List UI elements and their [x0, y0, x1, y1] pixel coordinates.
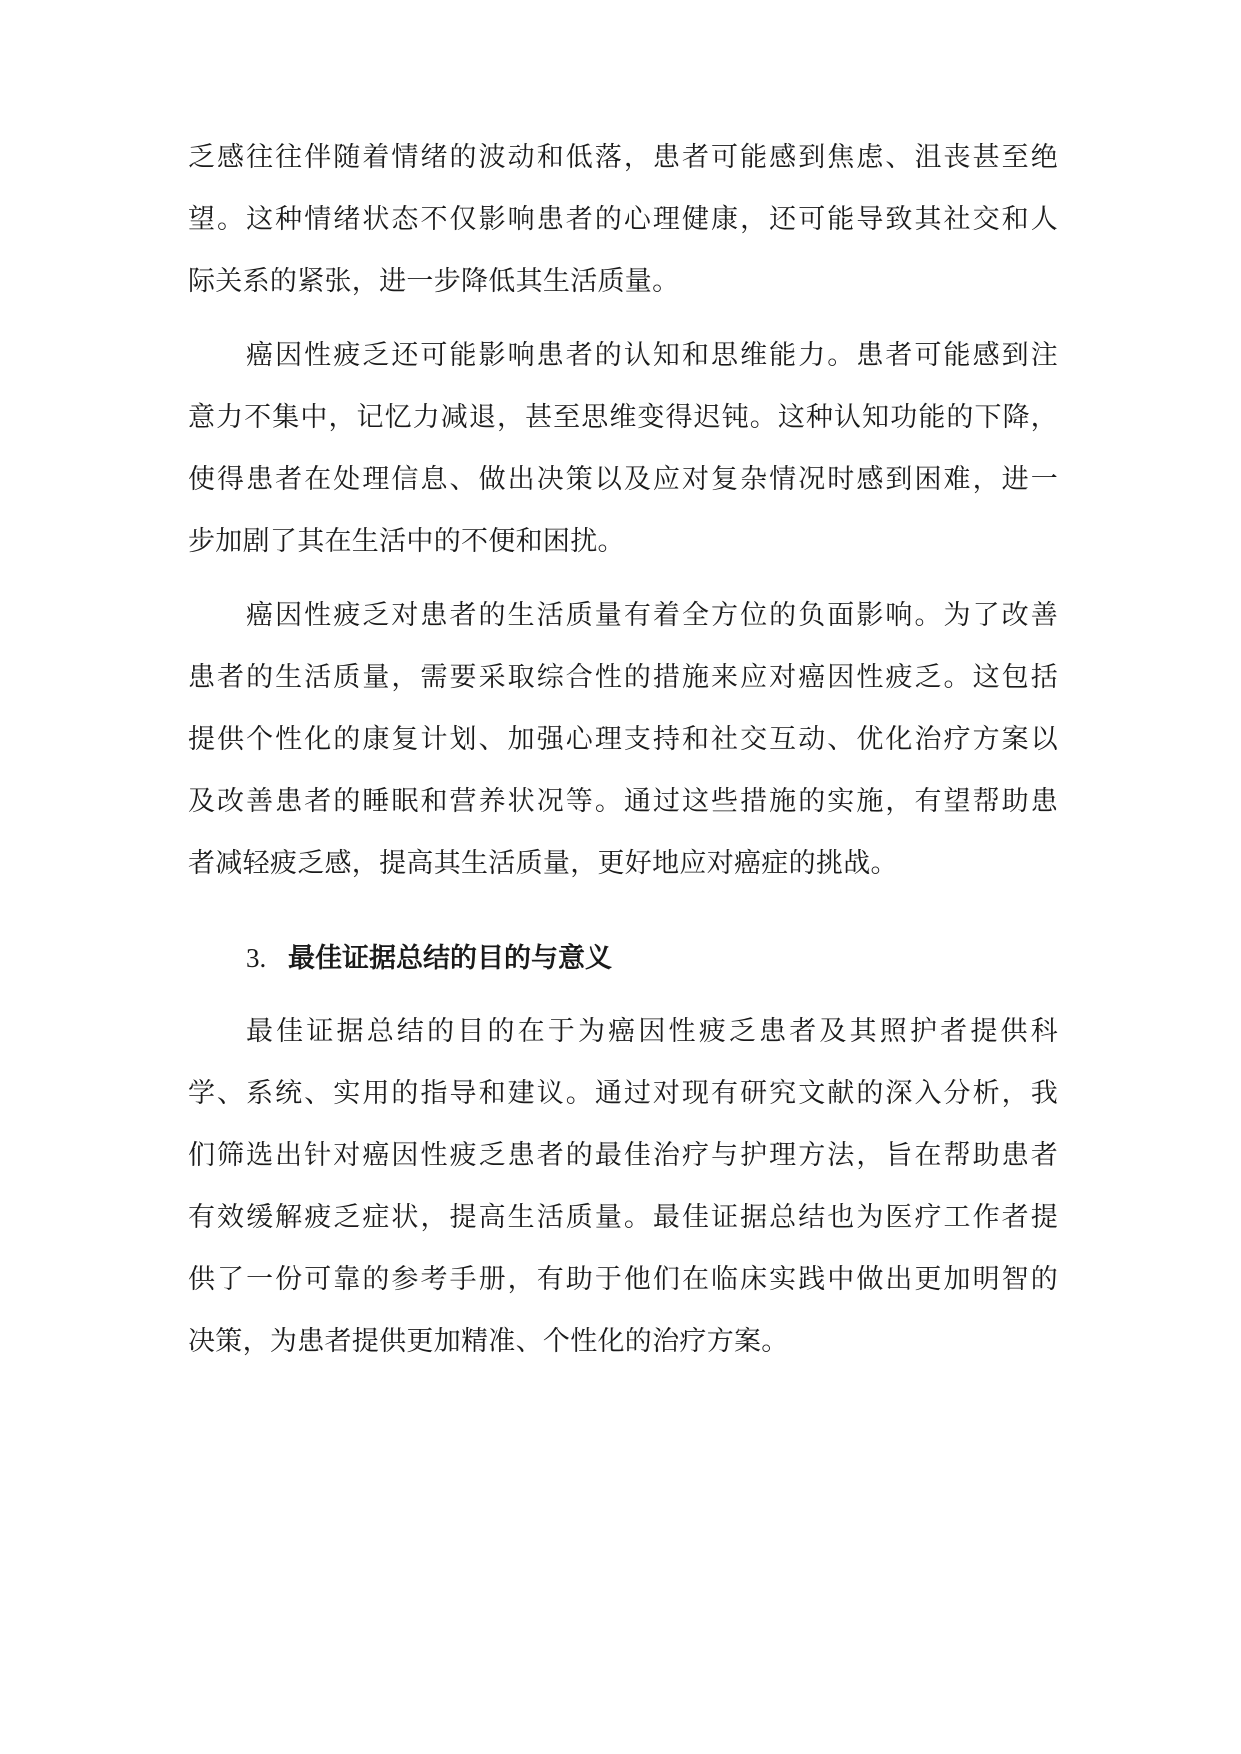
section-number: 3.	[246, 943, 267, 973]
paragraph-2-line-1: 癌因性疲乏还可能影响患者的认知和思维能力。患者可能感到注	[246, 340, 1058, 371]
paragraph-4-line-1: 最佳证据总结的目的在于为癌因性疲乏患者及其照护者提供科	[246, 1016, 1058, 1047]
paragraph-3-line-1: 癌因性疲乏对患者的生活质量有着全方位的负面影响。为了改善	[246, 600, 1058, 631]
paragraph-2-line-4: 步加剧了其在生活中的不便和困扰。	[188, 526, 625, 557]
paragraph-4-line-3: 们筛选出针对癌因性疲乏患者的最佳治疗与护理方法，旨在帮助患者	[188, 1140, 1058, 1171]
paragraph-4-line-5: 供了一份可靠的参考手册，有助于他们在临床实践中做出更加明智的	[188, 1264, 1058, 1295]
paragraph-3-line-5: 者减轻疲乏感，提高其生活质量，更好地应对癌症的挑战。	[188, 848, 898, 879]
paragraph-1-line-2: 望。这种情绪状态不仅影响患者的心理健康，还可能导致其社交和人	[188, 204, 1058, 235]
paragraph-1-line-1: 乏感往往伴随着情绪的波动和低落，患者可能感到焦虑、沮丧甚至绝	[188, 142, 1058, 173]
paragraph-2-line-3: 使得患者在处理信息、做出决策以及应对复杂情况时感到困难，进一	[188, 464, 1058, 495]
paragraph-3-line-4: 及改善患者的睡眠和营养状况等。通过这些措施的实施，有望帮助患	[188, 786, 1058, 817]
paragraph-2-line-2: 意力不集中，记忆力减退，甚至思维变得迟钝。这种认知功能的下降，	[188, 402, 1058, 433]
paragraph-4-line-4: 有效缓解疲乏症状，提高生活质量。最佳证据总结也为医疗工作者提	[188, 1202, 1058, 1233]
paragraph-3-line-3: 提供个性化的康复计划、加强心理支持和社交互动、优化治疗方案以	[188, 724, 1058, 755]
paragraph-1-line-3: 际关系的紧张，进一步降低其生活质量。	[188, 266, 680, 297]
section-heading	[246, 938, 612, 978]
paragraph-4-line-6: 决策，为患者提供更加精准、个性化的治疗方案。	[188, 1326, 789, 1357]
paragraph-4-line-2: 学、系统、实用的指导和建议。通过对现有研究文献的深入分析，我	[188, 1078, 1058, 1109]
paragraph-3-line-2: 患者的生活质量，需要采取综合性的措施来应对癌因性疲乏。这包括	[188, 662, 1058, 693]
section-title: 最佳证据总结的目的与意义	[288, 943, 612, 974]
